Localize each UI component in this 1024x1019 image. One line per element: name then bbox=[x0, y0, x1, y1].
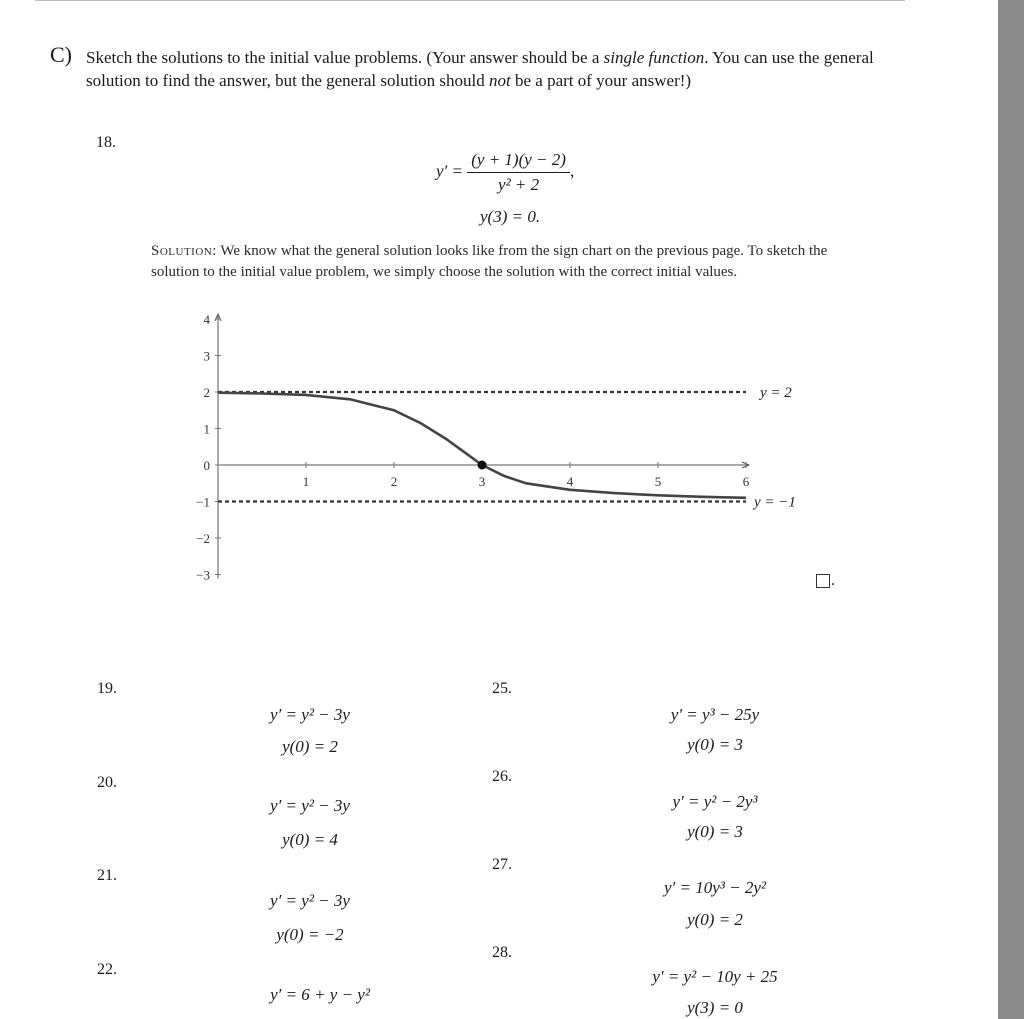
problem-22-number: 22. bbox=[97, 961, 117, 978]
problem-18-number: 18. bbox=[96, 134, 116, 151]
problem-27-initial: y(0) = 2 bbox=[687, 910, 743, 929]
problem-26-initial: y(0) = 3 bbox=[687, 822, 743, 841]
x-tick-label: 6 bbox=[742, 474, 750, 489]
scrollbar[interactable] bbox=[998, 0, 1024, 1019]
y-tick-label: 3 bbox=[203, 348, 210, 364]
top-rule bbox=[35, 0, 905, 1]
problem-18-initial: y(3) = 0. bbox=[480, 207, 541, 226]
problem-20-equation: y′ = y² − 3y bbox=[270, 796, 350, 815]
problem-22-equation: y′ = 6 + y − y² bbox=[270, 985, 370, 1004]
problem-18-numerator: (y + 1)(y − 2) bbox=[467, 150, 570, 173]
initial-value-point bbox=[478, 461, 487, 470]
problem-20-initial: y(0) = 4 bbox=[282, 830, 338, 849]
problem-28-equation: y′ = y² − 10y + 25 bbox=[652, 967, 778, 986]
problem-19-equation: y′ = y² − 3y bbox=[270, 705, 350, 724]
y-tick-label: 4 bbox=[203, 312, 210, 327]
problem-27-number: 27. bbox=[492, 856, 512, 873]
problem-18-equation: y′ = $\frac{(y + 1)(y - 2)}{\text{y² + 2}}$ , bbox=[436, 150, 575, 194]
equilibrium-label: y = 2 bbox=[760, 385, 792, 401]
section-label: C) bbox=[50, 42, 72, 67]
problem-19-number: 19. bbox=[97, 680, 117, 697]
solution-text: Solution: We know what the general solution looks like from the sign chart on the previous page. To sketch the solution to the initial value problem, we simply choose the solution with the correct initial values. bbox=[151, 243, 828, 280]
y-tick-label: 0 bbox=[203, 458, 210, 473]
solution-chart bbox=[170, 305, 850, 595]
x-tick-label: 4 bbox=[566, 474, 574, 489]
problem-26-number: 26. bbox=[492, 768, 512, 785]
problem-28-initial: y(3) = 0 bbox=[687, 998, 743, 1017]
y-tick-label: 1 bbox=[203, 421, 210, 437]
equilibrium-label: y = −1 bbox=[754, 494, 796, 511]
problem-18-denominator: y² + 2 bbox=[498, 175, 540, 194]
y-tick-label: 2 bbox=[203, 385, 210, 400]
x-tick-label: 5 bbox=[654, 474, 662, 489]
section-instructions: Sketch the solutions to the initial value problems. (Your answer should be a single function. You can use the general solution to find the answer, but the general solution should not be a part of your answer!) bbox=[86, 48, 874, 90]
problem-28-number: 28. bbox=[492, 944, 512, 961]
qed-box-icon bbox=[816, 574, 830, 588]
qed-period: . bbox=[831, 572, 835, 589]
problem-21-number: 21. bbox=[97, 867, 117, 884]
x-tick-label: 2 bbox=[390, 474, 398, 489]
problem-19-initial: y(0) = 2 bbox=[282, 737, 338, 756]
problem-20-number: 20. bbox=[97, 774, 117, 791]
y-tick-label: −2 bbox=[196, 531, 210, 546]
y-tick-label: −1 bbox=[196, 494, 210, 510]
y-tick-label: −3 bbox=[196, 567, 210, 583]
problem-21-equation: y′ = y² − 3y bbox=[270, 891, 350, 910]
problem-25-initial: y(0) = 3 bbox=[687, 735, 743, 754]
problem-27-equation: y′ = 10y³ − 2y² bbox=[664, 878, 766, 897]
x-tick-label: 3 bbox=[478, 474, 486, 489]
problem-25-number: 25. bbox=[492, 680, 512, 697]
x-tick-label: 1 bbox=[302, 474, 310, 489]
problem-25-equation: y′ = y³ − 25y bbox=[670, 705, 760, 724]
problem-26-equation: y′ = y² − 2y³ bbox=[672, 792, 758, 811]
problem-21-initial: y(0) = −2 bbox=[276, 925, 344, 944]
